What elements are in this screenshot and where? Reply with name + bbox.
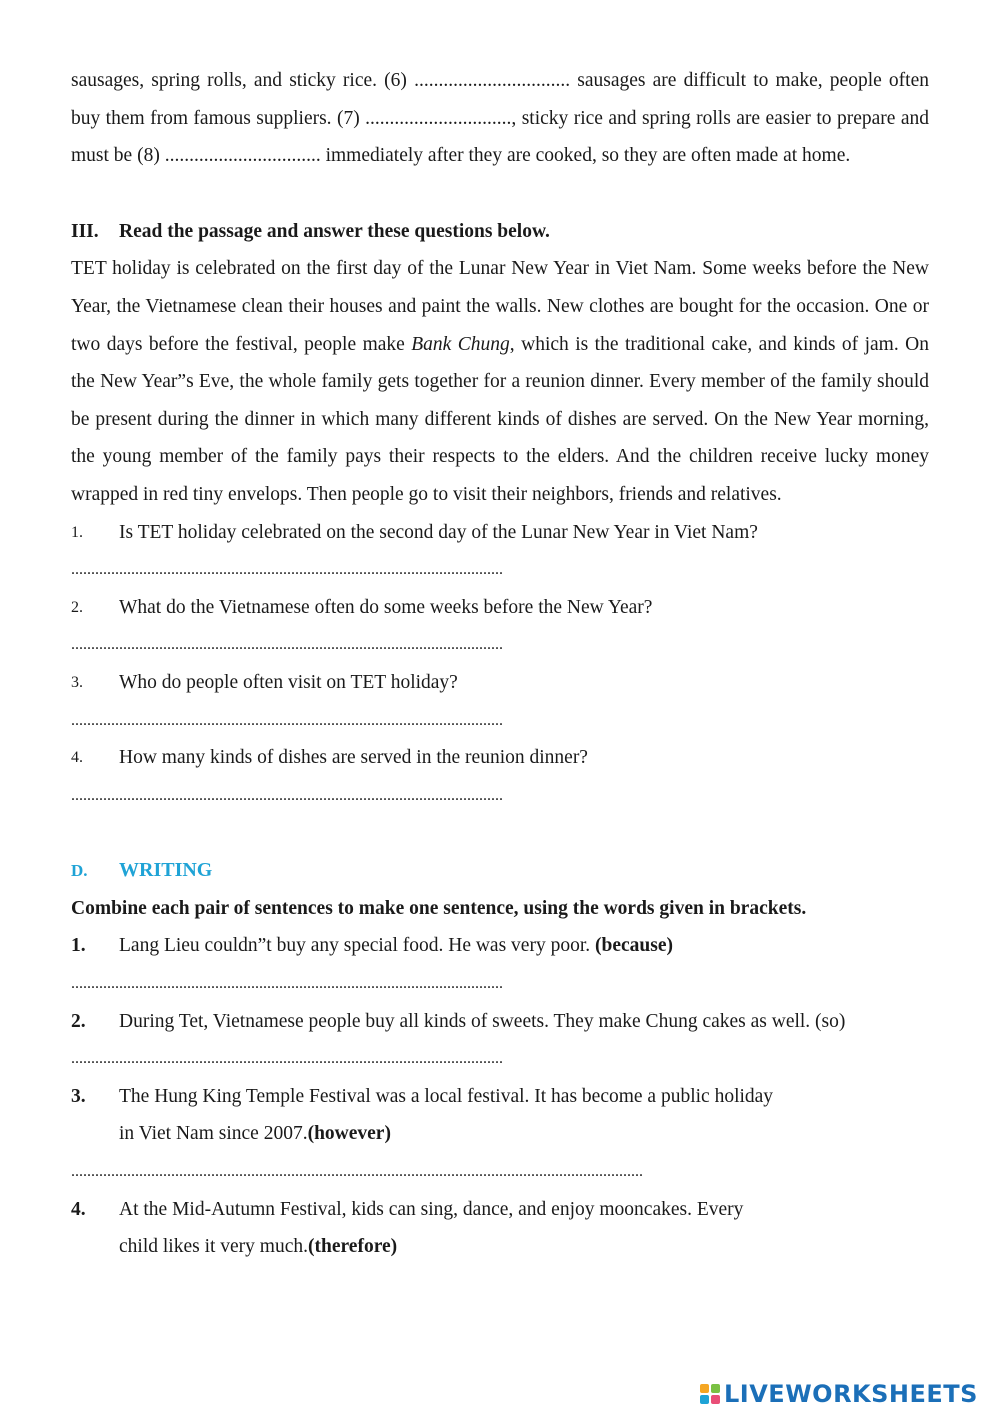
item-number: 2. <box>71 1010 86 1032</box>
item-sentence: child likes it very much. <box>119 1236 309 1258</box>
logo-square-4 <box>711 1395 720 1404</box>
question-text: What do the Vietnamese often do some weeks before the New Year? <box>119 596 653 618</box>
top-paragraph: sausages, spring rolls, and sticky rice. (6) ................................ sausages are difficult to make, people often buy them from famous suppliers. (7) .............................., sticky rice and spring rolls are easier to prepare and must be (8) ................................ immediately after they are cooked, so they are often made at home. <box>71 70 929 167</box>
writing-instruction: Combine each pair of sentences to make one sentence, using the words given in brackets. <box>71 897 807 919</box>
writing-item-4 <box>71 1191 929 1229</box>
item-hint: (because) <box>595 935 673 957</box>
item-hint: (therefore) <box>308 1236 398 1258</box>
item-sentence: in Viet Nam since 2007. <box>119 1123 308 1145</box>
logo-square-3 <box>700 1395 709 1404</box>
item-number: 3. <box>71 1085 86 1107</box>
liveworksheets-logo <box>700 1379 978 1409</box>
spacer <box>71 814 929 852</box>
writing-item-3 <box>71 1078 929 1116</box>
item-text <box>119 927 929 965</box>
question-number: 3. <box>71 673 83 691</box>
question-text: Is TET holiday celebrated on the second day of the Lunar New Year in Viet Nam? <box>119 521 758 543</box>
section-3-number: III. <box>71 220 99 242</box>
item-text: The Hung King Temple Festival was a local festival. It has become a public holiday <box>119 1085 774 1107</box>
writing-item-2 <box>71 1003 929 1041</box>
question-1 <box>71 514 929 552</box>
spacer <box>71 175 929 213</box>
writing-answer-line-1[interactable]: ............................................................................................................ <box>71 975 503 993</box>
item-text: At the Mid-Autumn Festival, kids can sing, dance, and enjoy mooncakes. Every <box>119 1198 744 1220</box>
question-3 <box>71 664 929 702</box>
writing-answer-line-2[interactable]: ............................................................................................................ <box>71 1050 503 1068</box>
question-text: How many kinds of dishes are served in the reunion dinner? <box>119 747 588 769</box>
writing-answer-line-3[interactable]: ............................................................................................................................................... <box>71 1163 643 1181</box>
section-3-title: Read the passage and answer these questions below. <box>119 220 550 242</box>
writing-heading <box>71 852 929 890</box>
reading-passage <box>71 250 929 513</box>
writing-title: WRITING <box>119 859 213 882</box>
logo-square-1 <box>700 1384 709 1393</box>
question-2 <box>71 589 929 627</box>
question-number: 1. <box>71 523 83 541</box>
item-text: During Tet, Vietnamese people buy all kinds of sweets. They make Chung cakes as well. (so) <box>119 1010 846 1032</box>
question-4 <box>71 739 929 777</box>
writing-item-1 <box>71 927 929 965</box>
writing-item-4-cont <box>71 1228 929 1266</box>
passage-text-1: TET holiday is celebrated on the first day of the Lunar New Year in Viet Nam. Some weeks before the New Year, the Vietnamese clean their houses and paint the walls. New clothes are bought for the occasion. One or two days before the festival, people make <box>71 258 929 355</box>
item-hint: (however) <box>307 1123 391 1145</box>
writing-item-3-cont <box>71 1115 929 1153</box>
section-3-heading <box>71 213 929 251</box>
answer-line-3[interactable]: ............................................................................................................ <box>71 711 503 729</box>
logo-text: LIVEWORKSHEETS <box>724 1380 978 1408</box>
answer-line-2[interactable]: ............................................................................................................ <box>71 636 503 654</box>
passage-text-2: , which is the traditional cake, and kinds of jam. On the New Year”s Eve, the whole family gets together for a reunion dinner. Every member of the family should be present during the dinner in which many different kinds of dishes are served. On the New Year morning, the young member of the family pays their respects to the elders. And the children receive lucky money wrapped in red tiny envelops. Then people go to visit their neighbors, friends and relatives. <box>71 333 929 505</box>
item-sentence: Lang Lieu couldn”t buy any special food. He was very poor. <box>119 935 595 957</box>
question-text: Who do people often visit on TET holiday? <box>119 671 458 693</box>
answer-line-1[interactable]: ............................................................................................................ <box>71 561 503 579</box>
item-number: 1. <box>71 935 86 957</box>
writing-letter: D. <box>71 861 88 881</box>
logo-square-2 <box>711 1384 720 1393</box>
question-number: 4. <box>71 749 83 767</box>
passage-italic-term: Bank Chung <box>411 333 510 355</box>
logo-mark-icon <box>700 1384 720 1404</box>
worksheet-page <box>71 62 929 1266</box>
item-number: 4. <box>71 1198 86 1220</box>
question-number: 2. <box>71 598 83 616</box>
answer-line-4[interactable]: ............................................................................................................ <box>71 786 503 804</box>
